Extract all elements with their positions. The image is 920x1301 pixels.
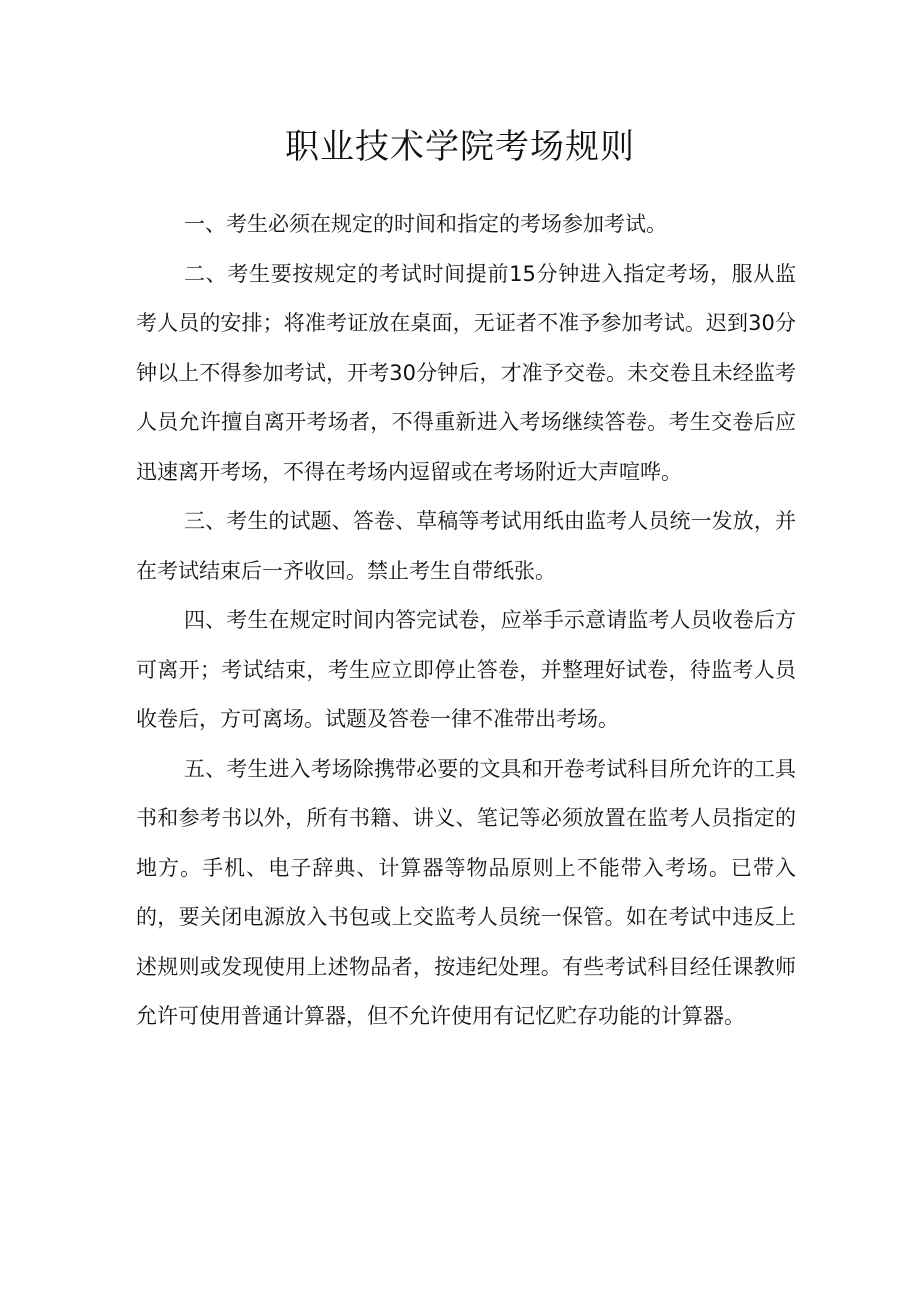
rule-1: 一、考生必须在规定的时间和指定的考场参加考试。 (184, 212, 667, 236)
rule-5: 五、考生进入考场除携带必要的文具和开卷考试科目所允许的工具书和参考书以外，所有书籍、讲义、笔记等必须放置在监考人员指定的地方。手机、电子辞典、计算器等物品原则上不能带入考场。已带入的，要关闭电源放入书包或上交监考人员统一保管。如在考试中违反上述规则或发现使用上述物品者，按违纪处理。有些考试科目经任课教师允许可使用普通计算器，但不允许使用有记忆贮存功能的计算器。 (136, 756, 796, 1028)
rule-3: 三、考生的试题、答卷、草稿等考试用纸由监考人员统一发放，并在考试结束后一齐收回。禁止考生自带纸张。 (136, 509, 796, 583)
rules-body (136, 200, 796, 1042)
rule-4: 四、考生在规定时间内答完试卷，应举手示意请监考人员收卷后方可离开；考试结束，考生应立即停止答卷，并整理好试卷，待监考人员收卷后，方可离场。试题及答卷一律不准带出考场。 (136, 608, 796, 731)
page-title: 职业技术学院考场规则 (285, 127, 635, 167)
rule-2: 二、考生要按规定的考试时间提前15分钟进入指定考场，服从监考人员的安排；将准考证放在桌面，无证者不准予参加考试。迟到30分钟以上不得参加考试，开考30分钟后，才准予交卷。未交卷且未经监考人员允许擅自离开考场者，不得重新进入考场继续答卷。考生交卷后应迅速离开考场，不得在考场内逗留或在考场附近大声喧哗。 (136, 261, 796, 484)
